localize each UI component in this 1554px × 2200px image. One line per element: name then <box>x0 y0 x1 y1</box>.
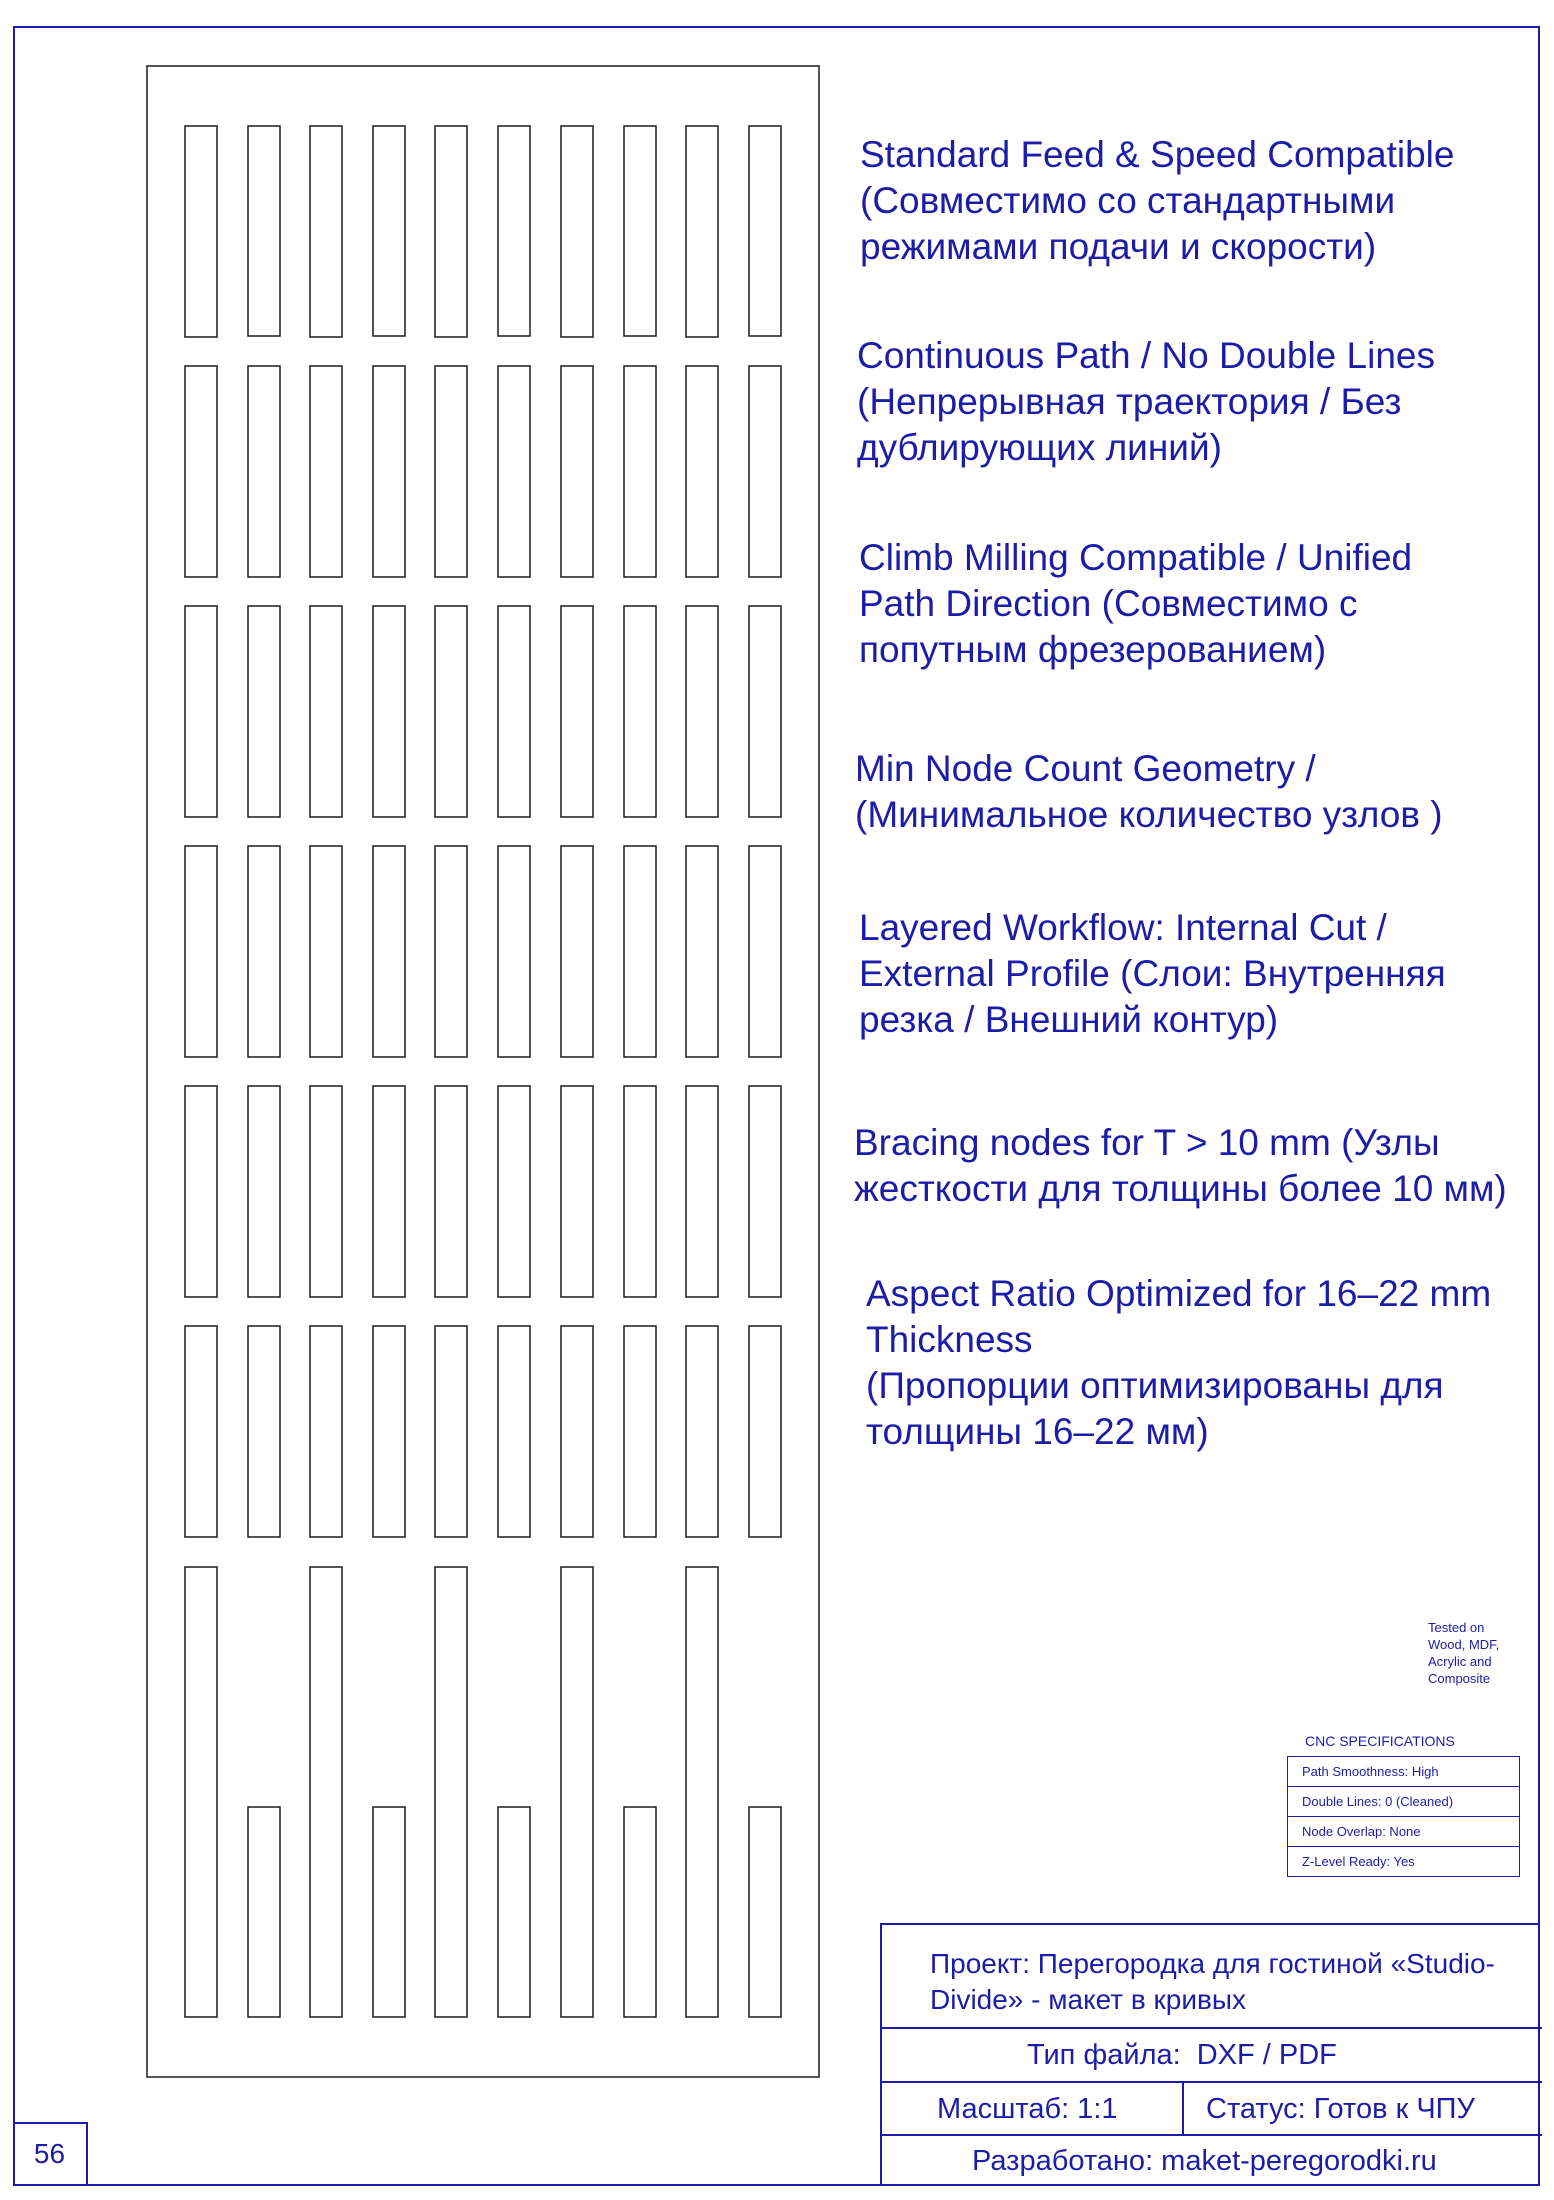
slot <box>248 1086 280 1297</box>
file-type-row <box>882 2029 1542 2083</box>
slot <box>435 366 467 577</box>
slot <box>185 126 217 337</box>
slot <box>373 1807 405 2017</box>
slot <box>686 606 718 817</box>
slot <box>185 1326 217 1537</box>
slot <box>749 606 781 817</box>
slot <box>185 846 217 1057</box>
slot <box>624 1086 656 1297</box>
slot <box>373 1086 405 1297</box>
spec-row <box>1288 1847 1520 1877</box>
slot <box>749 846 781 1057</box>
feature-aspect-ratio: Aspect Ratio Optimized for 16–22 mm Thickness (Пропорции оптимизированы для толщины 16–22 мм) <box>866 1273 1492 1452</box>
project-title: Проект: Перегородка для гостиной «Studio-Divide» - макет в кривых <box>882 1925 1542 2029</box>
slot <box>185 366 217 577</box>
slot <box>561 126 593 337</box>
slot <box>248 126 280 336</box>
slot <box>310 1086 342 1297</box>
slot <box>435 846 467 1057</box>
feature-layered-workflow: Layered Workflow: Internal Cut / External Profile (Слои: Внутренняя резка / Внешний контур) <box>859 907 1446 1040</box>
title-block <box>880 1923 1540 2186</box>
slot <box>248 366 280 577</box>
spec-path-smoothness: Path Smoothness: High <box>1288 1757 1520 1787</box>
feature-climb-milling: Climb Milling Compatible / Unified Path Direction (Совместимо с попутным фрезерованием) <box>859 537 1413 670</box>
spec-double-lines: Double Lines: 0 (Cleaned) <box>1288 1787 1520 1817</box>
file-type-value: DXF / PDF <box>1196 2039 1337 2071</box>
slot <box>561 366 593 577</box>
slot <box>686 126 718 337</box>
slot <box>498 1086 530 1297</box>
feature-bracing-nodes: Bracing nodes for T > 10 mm (Узлы жесткости для толщины более 10 мм) <box>854 1122 1507 1209</box>
scale-cell: Масштаб: 1:1 <box>882 2083 1184 2136</box>
slot <box>373 126 405 336</box>
slot <box>435 126 467 337</box>
page-number: 56 <box>13 2122 88 2186</box>
slot <box>310 606 342 817</box>
slot <box>310 1567 342 2017</box>
spec-node-overlap: Node Overlap: None <box>1288 1817 1520 1847</box>
slot <box>686 1326 718 1537</box>
slot <box>749 1326 781 1537</box>
slot <box>498 126 530 336</box>
slot <box>561 846 593 1057</box>
slot <box>561 1326 593 1537</box>
slot <box>749 366 781 577</box>
tested-materials-note: Tested on Wood, MDF, Acrylic and Composite <box>1428 1620 1500 1686</box>
slot <box>310 126 342 337</box>
slot <box>498 366 530 577</box>
file-type-label: Тип файла: <box>1027 2039 1181 2071</box>
slot <box>624 366 656 577</box>
slot <box>310 366 342 577</box>
slot <box>686 1086 718 1297</box>
slot <box>310 846 342 1057</box>
slot <box>624 846 656 1057</box>
slot <box>686 1567 718 2017</box>
slot <box>373 846 405 1057</box>
slot <box>373 606 405 817</box>
slot <box>498 846 530 1057</box>
slot <box>310 1326 342 1537</box>
spec-row <box>1288 1757 1520 1787</box>
slot <box>435 1086 467 1297</box>
slot <box>561 1567 593 2017</box>
cnc-specifications-table <box>1287 1756 1520 1877</box>
spec-row <box>1288 1787 1520 1817</box>
spec-row <box>1288 1817 1520 1847</box>
slot <box>185 606 217 817</box>
slot <box>435 606 467 817</box>
slot <box>749 1086 781 1297</box>
feature-feed-speed: Standard Feed & Speed Compatible (Совместимо со стандартными режимами подачи и скорости) <box>860 134 1455 267</box>
slot <box>624 606 656 817</box>
slot <box>248 1326 280 1537</box>
slot <box>498 1807 530 2017</box>
slot <box>624 1807 656 2017</box>
slot <box>373 1326 405 1537</box>
slot <box>624 1326 656 1537</box>
slot <box>624 126 656 336</box>
slot <box>248 606 280 817</box>
feature-min-node-count: Min Node Count Geometry / (Минимальное количество узлов ) <box>855 748 1443 835</box>
slot <box>561 1086 593 1297</box>
feature-continuous-path: Continuous Path / No Double Lines (Непрерывная траектория / Без дублирующих линий) <box>857 335 1435 468</box>
slot <box>686 366 718 577</box>
slot <box>373 366 405 577</box>
slot <box>185 1567 217 2017</box>
slot <box>185 1086 217 1297</box>
slot <box>498 1326 530 1537</box>
developer-credit: Разработано: maket-peregorodki.ru <box>972 2145 1437 2177</box>
slot <box>435 1567 467 2017</box>
slot <box>248 846 280 1057</box>
spec-z-level: Z-Level Ready: Yes <box>1288 1847 1520 1877</box>
status-cell: Статус: Готов к ЧПУ <box>1184 2083 1542 2136</box>
cnc-specifications-title: CNC SPECIFICATIONS <box>1305 1733 1455 1749</box>
slot <box>435 1326 467 1537</box>
slot <box>248 1807 280 2017</box>
slot <box>749 1807 781 2017</box>
slot <box>686 846 718 1057</box>
slot <box>561 606 593 817</box>
slot <box>749 126 781 336</box>
slot <box>498 606 530 817</box>
